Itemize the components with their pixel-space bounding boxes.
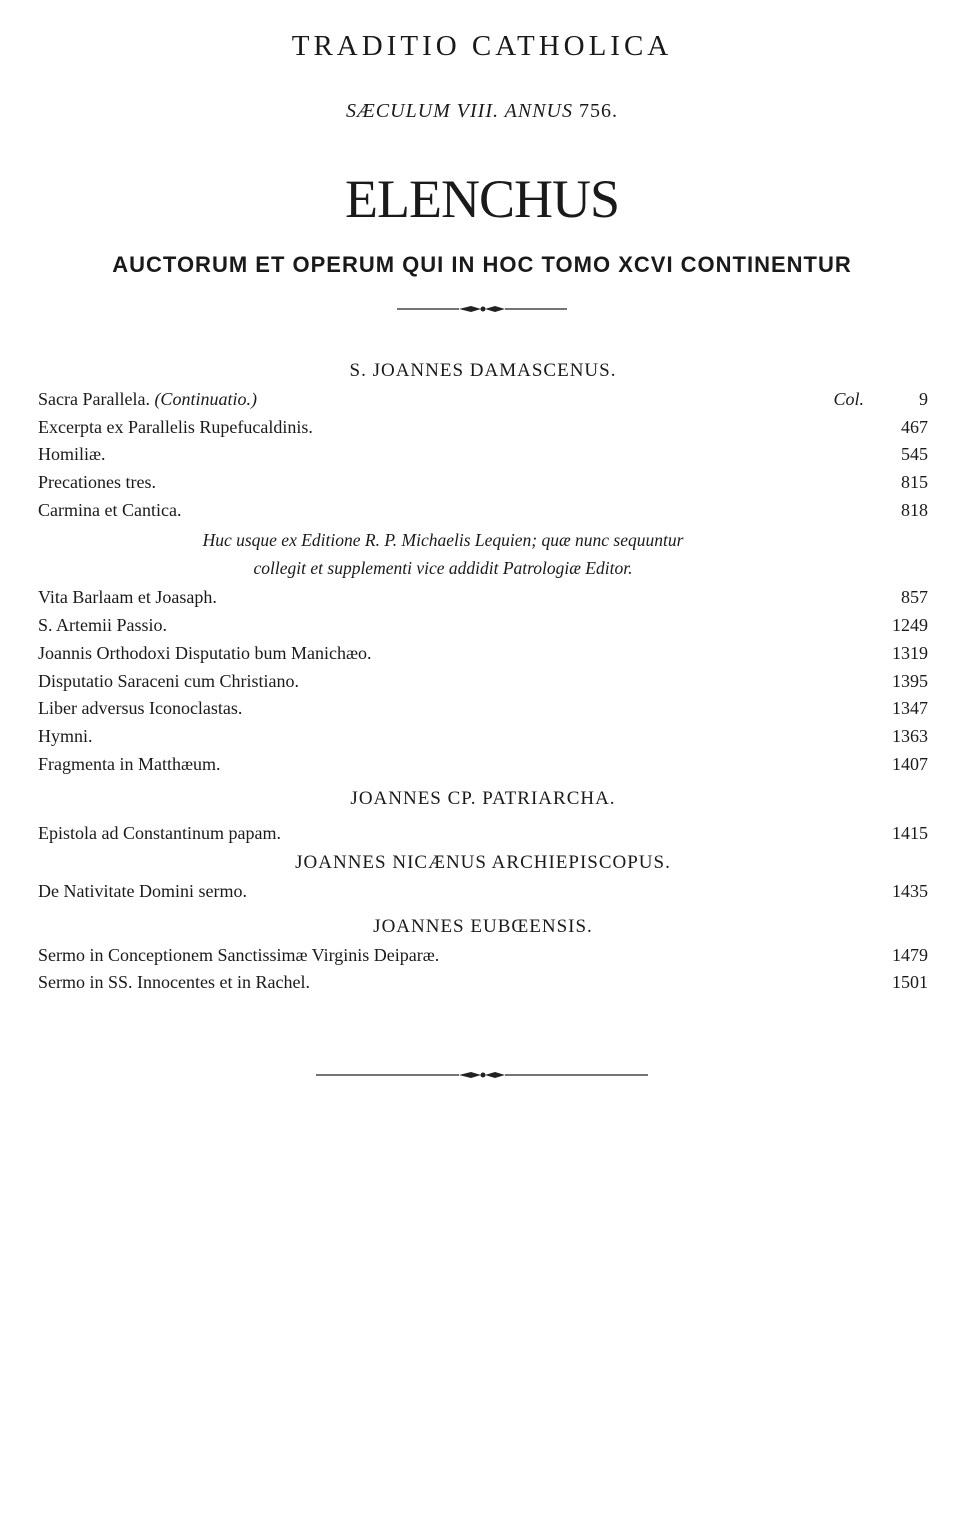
entry-title: Carmina et Cantica. <box>38 499 182 520</box>
main-title: ELENCHUS <box>345 169 619 229</box>
column-number: 1435 <box>892 880 928 901</box>
entry-title: Hymni. <box>38 725 93 746</box>
entry-title: Fragmenta in Matthæum. <box>38 753 221 774</box>
col-label: Col. <box>833 389 864 409</box>
column-number: 1347 <box>892 698 928 719</box>
list-item <box>38 878 928 906</box>
top-ornament-divider <box>0 302 964 316</box>
column-number: 467 <box>901 416 928 437</box>
entry-title: Joannis Orthodoxi Disputatio bum Manichæo. <box>38 642 372 663</box>
column-number: 1395 <box>892 670 928 691</box>
list-item <box>38 695 928 723</box>
list-item <box>38 640 928 668</box>
series-title: TRADITIO CATHOLICA <box>291 30 673 62</box>
list-item <box>38 723 928 751</box>
entry-title: Excerpta ex Parallelis Rupefucaldinis. <box>38 416 313 437</box>
column-number: 857 <box>901 587 928 608</box>
column-number: 1501 <box>892 972 928 993</box>
entry-title: Precationes tres. <box>38 472 156 493</box>
year-value: 756. <box>578 100 618 122</box>
list-item <box>38 969 928 997</box>
column-number: 545 <box>901 444 928 465</box>
list-item <box>38 497 928 525</box>
column-number: 1479 <box>892 944 928 965</box>
list-item <box>38 584 928 612</box>
entry-title: Sermo in SS. Innocentes et in Rachel. <box>38 972 310 993</box>
list-item <box>38 820 928 848</box>
entry-title: Disputatio Saraceni cum Christiano. <box>38 670 299 691</box>
section-heading-joannes-damascenus: S. JOANNES DAMASCENUS. <box>349 360 617 381</box>
list-item <box>38 942 928 970</box>
editorial-note-line-1: Huc usque ex Editione R. P. Michaelis Lequien; quæ nunc sequuntur <box>202 530 684 551</box>
entry-title: Epistola ad Constantinum papam. <box>38 823 281 844</box>
list-item <box>38 414 928 442</box>
main-subtitle: AUCTORUM ET OPERUM QUI IN HOC TOMO XCVI CONTINENTUR <box>112 252 852 277</box>
list-item <box>38 612 928 640</box>
editorial-note <box>38 526 928 582</box>
editorial-note-line-2: collegit et supplementi vice addidit Patrologiæ Editor. <box>253 558 633 579</box>
entry-title-italic: (Continuatio.) <box>154 389 257 409</box>
section-heading-joannes-cp-patriarcha: JOANNES CP. PATRIARCHA. <box>350 788 616 810</box>
bottom-ornament-divider <box>0 1068 964 1082</box>
table-of-contents <box>38 356 928 997</box>
column-number: 1407 <box>892 753 928 774</box>
column-number: 815 <box>901 472 928 493</box>
list-item <box>38 386 928 414</box>
entry-title: Vita Barlaam et Joasaph. <box>38 587 217 608</box>
column-number: 1319 <box>892 642 928 663</box>
section-heading-joannes-euboeensis: JOANNES EUBŒENSIS. <box>373 915 593 937</box>
entry-title: De Nativitate Domini sermo. <box>38 880 247 901</box>
column-number: 1363 <box>892 725 928 746</box>
century-year-line <box>0 100 964 123</box>
saeculum-label: SÆCULUM VIII. ANNUS <box>346 100 573 122</box>
entry-title: Sermo in Conceptionem Sanctissimæ Virginis Deiparæ. <box>38 944 440 965</box>
list-item <box>38 469 928 497</box>
section-heading-joannes-nicaenus: JOANNES NICÆNUS ARCHIEPISCOPUS. <box>295 851 671 873</box>
column-number: 9 <box>919 389 928 409</box>
entry-title: Homiliæ. <box>38 444 106 465</box>
list-item <box>38 751 928 779</box>
entry-title: S. Artemii Passio. <box>38 615 168 636</box>
list-item <box>38 441 928 469</box>
entry-title: Sacra Parallela. (Continuatio.) <box>38 389 257 409</box>
column-number: 1415 <box>892 823 928 844</box>
column-number: 818 <box>901 499 928 520</box>
list-item <box>38 668 928 696</box>
column-number: 1249 <box>892 615 928 636</box>
entry-title: Liber adversus Iconoclastas. <box>38 698 243 719</box>
